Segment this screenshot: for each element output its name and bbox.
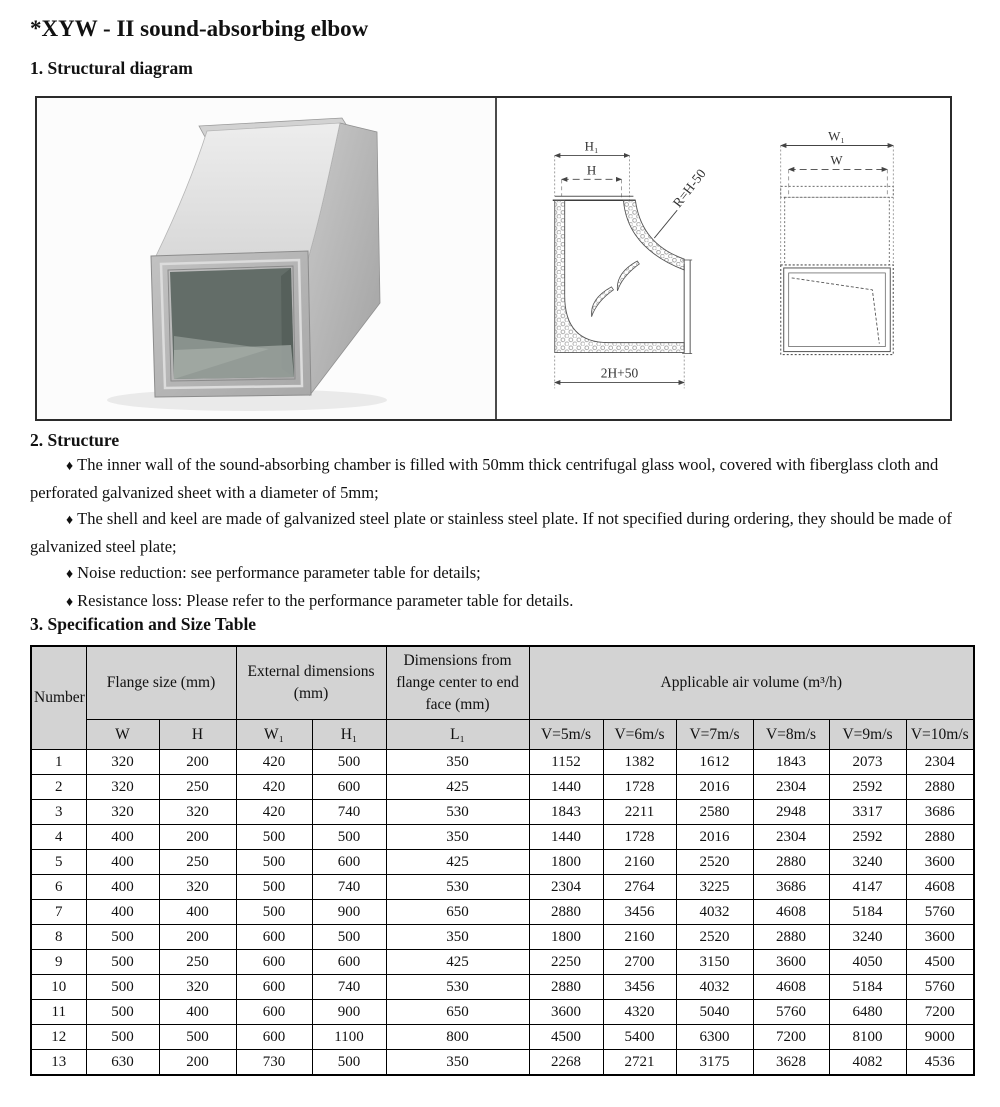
value-cell: 6480 <box>829 1000 906 1025</box>
value-cell: 2520 <box>676 925 753 950</box>
col-header-flange-center: Dimensions from flange center to end face (mm) <box>386 646 529 720</box>
value-cell: 600 <box>236 925 312 950</box>
row-number-cell: 1 <box>31 750 86 775</box>
value-cell: 900 <box>312 900 386 925</box>
value-cell: 320 <box>86 775 159 800</box>
value-cell: 5760 <box>753 1000 829 1025</box>
elbow-photo-illustration <box>37 98 495 419</box>
value-cell: 2721 <box>603 1050 676 1076</box>
value-cell: 740 <box>312 875 386 900</box>
value-cell: 420 <box>236 775 312 800</box>
value-cell: 420 <box>236 800 312 825</box>
table-row <box>31 1000 974 1025</box>
bullet-diamond-icon: ♦ <box>66 513 74 528</box>
value-cell: 530 <box>386 975 529 1000</box>
row-number-cell: 9 <box>31 950 86 975</box>
sub-col-header: V=9m/s <box>829 720 906 750</box>
value-cell: 3686 <box>906 800 974 825</box>
value-cell: 2211 <box>603 800 676 825</box>
section-heading-structural-diagram: 1. Structural diagram <box>30 58 193 78</box>
bullet-diamond-icon: ♦ <box>66 567 74 582</box>
col-header-air-volume: Applicable air volume (m³/h) <box>529 646 974 720</box>
value-cell: 3686 <box>753 875 829 900</box>
row-number-cell: 11 <box>31 1000 86 1025</box>
value-cell: 530 <box>386 875 529 900</box>
value-cell: 1100 <box>312 1025 386 1050</box>
value-cell: 425 <box>386 950 529 975</box>
col-header-external-dims: External dimensions (mm) <box>236 646 386 720</box>
elbow-cad-drawing <box>497 98 950 419</box>
sub-col-header: V=8m/s <box>753 720 829 750</box>
sub-col-header: W <box>86 720 159 750</box>
structure-bullet: ♦ The shell and keel are made of galvanized steel plate or stainless steel plate. If not specified during ordering, they should be made of galvanized steel plate; <box>30 509 952 556</box>
row-number-cell: 7 <box>31 900 86 925</box>
sub-col-header: H₁ <box>312 720 386 750</box>
value-cell: 2250 <box>529 950 603 975</box>
value-cell: 320 <box>159 975 236 1000</box>
table-row <box>31 825 974 850</box>
value-cell: 600 <box>236 1000 312 1025</box>
value-cell: 9000 <box>906 1025 974 1050</box>
sub-col-header: L₁ <box>386 720 529 750</box>
value-cell: 2304 <box>753 825 829 850</box>
value-cell: 2016 <box>676 825 753 850</box>
value-cell: 320 <box>86 800 159 825</box>
value-cell: 740 <box>312 975 386 1000</box>
value-cell: 740 <box>312 800 386 825</box>
table-row <box>31 1050 974 1076</box>
value-cell: 3456 <box>603 900 676 925</box>
col-header-flange-size: Flange size (mm) <box>86 646 236 720</box>
value-cell: 7200 <box>906 1000 974 1025</box>
value-cell: 8100 <box>829 1025 906 1050</box>
value-cell: 4032 <box>676 975 753 1000</box>
value-cell: 200 <box>159 1050 236 1076</box>
row-number-cell: 5 <box>31 850 86 875</box>
value-cell: 2160 <box>603 850 676 875</box>
row-number-cell: 13 <box>31 1050 86 1076</box>
row-number-cell: 8 <box>31 925 86 950</box>
value-cell: 1728 <box>603 825 676 850</box>
value-cell: 500 <box>159 1025 236 1050</box>
value-cell: 425 <box>386 850 529 875</box>
value-cell: 600 <box>312 850 386 875</box>
value-cell: 3240 <box>829 925 906 950</box>
table-row <box>31 1025 974 1050</box>
sub-col-header: W₁ <box>236 720 312 750</box>
value-cell: 3175 <box>676 1050 753 1076</box>
dim-label-h: H <box>586 162 597 178</box>
value-cell: 200 <box>159 825 236 850</box>
table-row <box>31 850 974 875</box>
table-row <box>31 900 974 925</box>
value-cell: 400 <box>86 875 159 900</box>
value-cell: 2268 <box>529 1050 603 1076</box>
value-cell: 3150 <box>676 950 753 975</box>
value-cell: 3317 <box>829 800 906 825</box>
value-cell: 500 <box>312 1050 386 1076</box>
structure-bullet: ♦ Resistance loss: Please refer to the performance parameter table for details. <box>66 591 574 610</box>
value-cell: 800 <box>386 1025 529 1050</box>
value-cell: 3600 <box>529 1000 603 1025</box>
structure-bullet: ♦ Noise reduction: see performance parameter table for details; <box>66 563 481 582</box>
value-cell: 250 <box>159 950 236 975</box>
value-cell: 2880 <box>753 925 829 950</box>
value-cell: 400 <box>86 900 159 925</box>
value-cell: 5040 <box>676 1000 753 1025</box>
value-cell: 500 <box>236 850 312 875</box>
table-row <box>31 800 974 825</box>
value-cell: 350 <box>386 825 529 850</box>
value-cell: 350 <box>386 750 529 775</box>
value-cell: 3600 <box>906 925 974 950</box>
structural-diagram-figure <box>35 96 952 421</box>
value-cell: 2880 <box>753 850 829 875</box>
value-cell: 3600 <box>906 850 974 875</box>
value-cell: 4082 <box>829 1050 906 1076</box>
value-cell: 5400 <box>603 1025 676 1050</box>
value-cell: 1843 <box>529 800 603 825</box>
sub-col-header: V=7m/s <box>676 720 753 750</box>
value-cell: 600 <box>236 950 312 975</box>
value-cell: 500 <box>86 1000 159 1025</box>
value-cell: 7200 <box>753 1025 829 1050</box>
value-cell: 2073 <box>829 750 906 775</box>
value-cell: 4032 <box>676 900 753 925</box>
structure-bullet: ♦ The inner wall of the sound-absorbing chamber is filled with 50mm thick centrifugal glass wool, covered with fiberglass cloth and perforated galvanized sheet with a diameter of 5mm; <box>30 455 939 502</box>
elbow-photo-panel <box>37 98 497 419</box>
value-cell: 3225 <box>676 875 753 900</box>
value-cell: 1440 <box>529 775 603 800</box>
dim-label-bottom: 2H+50 <box>600 365 639 381</box>
value-cell: 2592 <box>829 775 906 800</box>
dim-label-w: W <box>830 152 843 168</box>
value-cell: 500 <box>312 750 386 775</box>
value-cell: 2880 <box>529 975 603 1000</box>
value-cell: 4608 <box>753 900 829 925</box>
value-cell: 320 <box>159 800 236 825</box>
value-cell: 400 <box>159 1000 236 1025</box>
dim-label-radius: R=H-50 <box>669 166 709 211</box>
value-cell: 2764 <box>603 875 676 900</box>
value-cell: 730 <box>236 1050 312 1076</box>
bullet-diamond-icon: ♦ <box>66 459 74 474</box>
value-cell: 650 <box>386 900 529 925</box>
value-cell: 1800 <box>529 925 603 950</box>
value-cell: 320 <box>159 875 236 900</box>
sub-col-header: V=5m/s <box>529 720 603 750</box>
specification-table <box>30 645 975 1076</box>
value-cell: 4050 <box>829 950 906 975</box>
value-cell: 425 <box>386 775 529 800</box>
col-header-number: Number <box>31 646 86 750</box>
value-cell: 500 <box>236 875 312 900</box>
value-cell: 2880 <box>529 900 603 925</box>
value-cell: 4147 <box>829 875 906 900</box>
sub-col-header: V=10m/s <box>906 720 974 750</box>
value-cell: 1800 <box>529 850 603 875</box>
row-number-cell: 10 <box>31 975 86 1000</box>
value-cell: 5760 <box>906 900 974 925</box>
value-cell: 500 <box>236 825 312 850</box>
value-cell: 1612 <box>676 750 753 775</box>
value-cell: 500 <box>86 950 159 975</box>
value-cell: 3240 <box>829 850 906 875</box>
value-cell: 4320 <box>603 1000 676 1025</box>
value-cell: 400 <box>86 825 159 850</box>
value-cell: 4500 <box>529 1025 603 1050</box>
elbow-cad-panel <box>497 98 950 419</box>
value-cell: 2520 <box>676 850 753 875</box>
row-number-cell: 12 <box>31 1025 86 1050</box>
row-number-cell: 2 <box>31 775 86 800</box>
value-cell: 350 <box>386 925 529 950</box>
dim-label-w1: W₁ <box>828 128 845 144</box>
dim-label-h1: H₁ <box>584 138 599 154</box>
value-cell: 900 <box>312 1000 386 1025</box>
value-cell: 500 <box>86 975 159 1000</box>
value-cell: 320 <box>86 750 159 775</box>
section-heading-structure: 2. Structure <box>30 430 120 450</box>
value-cell: 2016 <box>676 775 753 800</box>
value-cell: 2880 <box>906 825 974 850</box>
value-cell: 3628 <box>753 1050 829 1076</box>
value-cell: 1440 <box>529 825 603 850</box>
value-cell: 2880 <box>906 775 974 800</box>
value-cell: 2948 <box>753 800 829 825</box>
value-cell: 4500 <box>906 950 974 975</box>
value-cell: 1843 <box>753 750 829 775</box>
value-cell: 1382 <box>603 750 676 775</box>
value-cell: 5760 <box>906 975 974 1000</box>
value-cell: 500 <box>86 925 159 950</box>
value-cell: 2304 <box>906 750 974 775</box>
value-cell: 600 <box>312 950 386 975</box>
value-cell: 2304 <box>753 775 829 800</box>
value-cell: 500 <box>236 900 312 925</box>
value-cell: 530 <box>386 800 529 825</box>
value-cell: 600 <box>236 1025 312 1050</box>
table-row <box>31 875 974 900</box>
value-cell: 600 <box>236 975 312 1000</box>
value-cell: 5184 <box>829 900 906 925</box>
value-cell: 420 <box>236 750 312 775</box>
value-cell: 3600 <box>753 950 829 975</box>
value-cell: 250 <box>159 775 236 800</box>
page-title: *XYW - II sound-absorbing elbow <box>30 16 369 41</box>
value-cell: 500 <box>312 925 386 950</box>
bullet-diamond-icon: ♦ <box>66 595 74 610</box>
value-cell: 350 <box>386 1050 529 1076</box>
value-cell: 2700 <box>603 950 676 975</box>
row-number-cell: 6 <box>31 875 86 900</box>
structure-bullets <box>30 452 971 616</box>
value-cell: 2304 <box>529 875 603 900</box>
value-cell: 2592 <box>829 825 906 850</box>
value-cell: 1728 <box>603 775 676 800</box>
value-cell: 200 <box>159 925 236 950</box>
sub-col-header: H <box>159 720 236 750</box>
value-cell: 400 <box>159 900 236 925</box>
sub-col-header: V=6m/s <box>603 720 676 750</box>
value-cell: 200 <box>159 750 236 775</box>
value-cell: 650 <box>386 1000 529 1025</box>
table-row <box>31 750 974 775</box>
value-cell: 5184 <box>829 975 906 1000</box>
value-cell: 630 <box>86 1050 159 1076</box>
value-cell: 2160 <box>603 925 676 950</box>
value-cell: 3456 <box>603 975 676 1000</box>
value-cell: 600 <box>312 775 386 800</box>
value-cell: 2580 <box>676 800 753 825</box>
value-cell: 250 <box>159 850 236 875</box>
value-cell: 6300 <box>676 1025 753 1050</box>
value-cell: 4608 <box>753 975 829 1000</box>
table-row <box>31 775 974 800</box>
row-number-cell: 3 <box>31 800 86 825</box>
value-cell: 400 <box>86 850 159 875</box>
table-row <box>31 975 974 1000</box>
value-cell: 1152 <box>529 750 603 775</box>
value-cell: 500 <box>86 1025 159 1050</box>
value-cell: 500 <box>312 825 386 850</box>
section-heading-spec-table: 3. Specification and Size Table <box>30 614 257 634</box>
value-cell: 4536 <box>906 1050 974 1076</box>
value-cell: 4608 <box>906 875 974 900</box>
table-row <box>31 950 974 975</box>
row-number-cell: 4 <box>31 825 86 850</box>
table-row <box>31 925 974 950</box>
